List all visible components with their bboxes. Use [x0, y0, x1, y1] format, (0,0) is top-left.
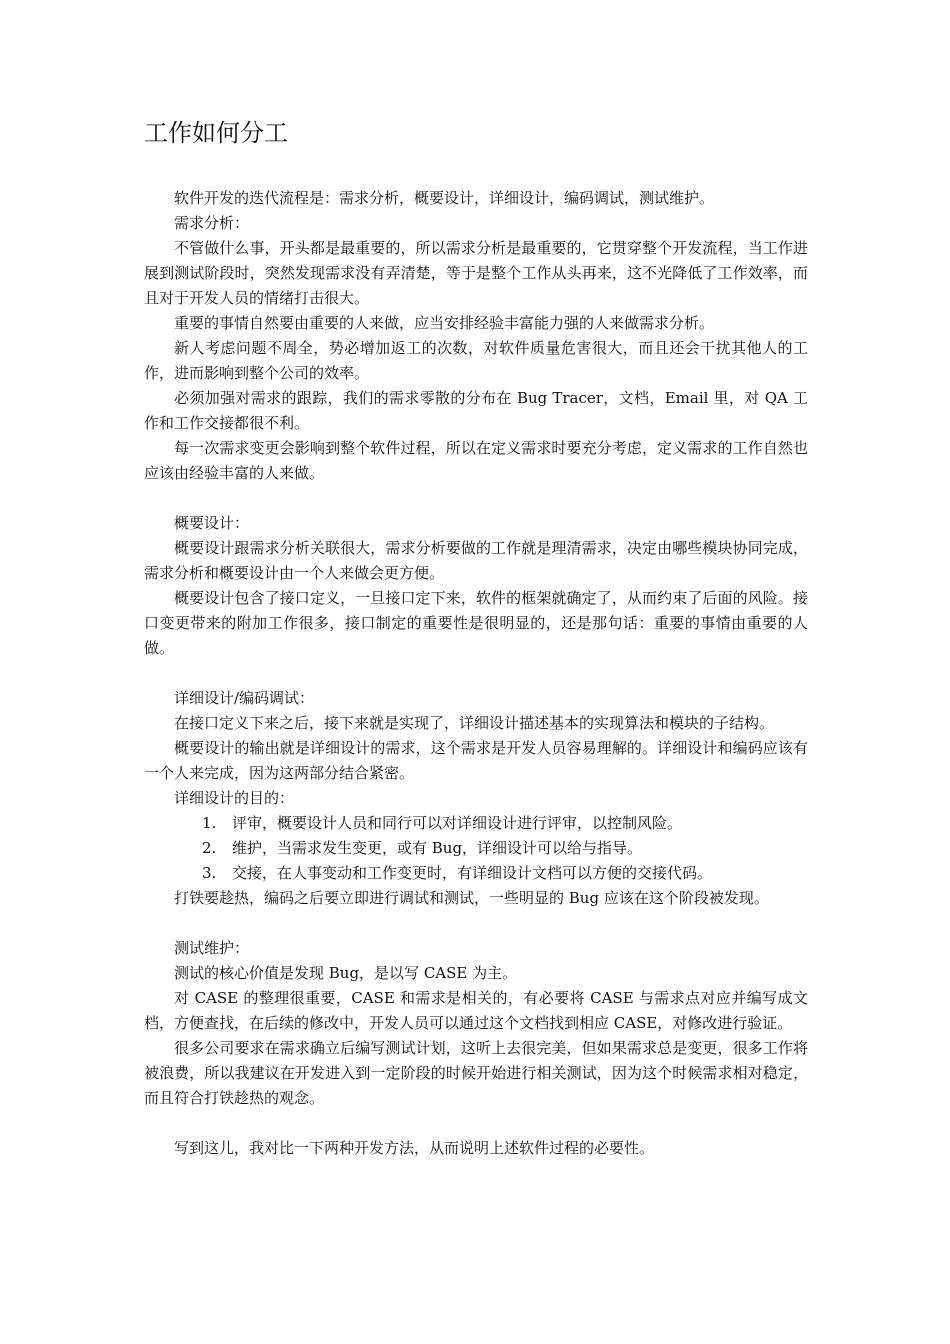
paragraph: 测试的核心价值是发现 Bug，是以写 CASE 为主。	[174, 964, 518, 982]
paragraph: 重要的事情自然要由重要的人来做，应当安排经验丰富能力强的人来做需求分析。	[174, 314, 715, 332]
page-title: 工作如何分工	[144, 119, 288, 147]
list-number: 2.	[202, 839, 217, 857]
paragraph: 打铁要趁热，编码之后要立即进行调试和测试，一些明显的 Bug 应该在这个阶段被发现。	[174, 889, 769, 907]
section-heading-testing: 测试维护：	[174, 939, 250, 957]
section-heading-detail-design: 详细设计/编码调试：	[174, 689, 315, 707]
list-text: 交接，在人事变动和工作变更时，有详细设计文档可以方便的交接代码。	[232, 864, 713, 882]
paragraph: 新人考虑问题不周全，势必增加返工的次数，对软件质量危害很大，而且还会干扰其他人的工作，进而影响到整个公司的效率。	[144, 339, 808, 382]
paragraph: 对 CASE 的整理很重要，CASE 和需求是相关的，有必要将 CASE 与需求点对应并编写成文档，方便查找，在后续的修改中，开发人员可以通过这个文档找到相应 CASE，对修改进行验证。	[144, 989, 808, 1032]
paragraph: 概要设计的输出就是详细设计的需求，这个需求是开发人员容易理解的。详细设计和编码应该有一个人来完成，因为这两部分结合紧密。	[144, 739, 808, 782]
list-item	[144, 836, 808, 861]
paragraph: 每一次需求变更会影响到整个软件过程，所以在定义需求时要充分考虑，定义需求的工作自然也应该由经验丰富的人来做。	[144, 439, 808, 482]
list-number: 3.	[202, 864, 217, 882]
section-heading-requirements: 需求分析：	[174, 214, 250, 232]
paragraph: 很多公司要求在需求确立后编写测试计划，这听上去很完美，但如果需求总是变更，很多工作将被浪费，所以我建议在开发进入到一定阶段的时候开始进行相关测试，因为这个时候需求相对稳定，而且符合打铁趁热的观念。	[144, 1039, 808, 1107]
blank-line	[144, 486, 808, 511]
blank-line	[144, 911, 808, 936]
intro-paragraph: 软件开发的迭代流程是：需求分析，概要设计，详细设计，编码调试，测试维护。	[174, 189, 715, 207]
blank-line	[144, 1111, 808, 1136]
list-text: 维护，当需求发生变更，或有 Bug，详细设计可以给与指导。	[232, 839, 643, 857]
paragraph: 不管做什么事，开头都是最重要的，所以需求分析是最重要的，它贯穿整个开发流程，当工作进展到测试阶段时，突然发现需求没有弄清楚，等于是整个工作从头再来，这不光降低了工作效率，而且对于开发人员的情绪打击很大。	[144, 239, 808, 307]
paragraph: 必须加强对需求的跟踪，我们的需求零散的分布在 Bug Tracer，文档，Email 里，对 QA 工作和工作交接都很不利。	[144, 389, 808, 432]
document-body	[144, 186, 808, 1161]
document-page	[144, 0, 808, 1344]
section-heading-outline-design: 概要设计：	[174, 514, 250, 532]
paragraph: 概要设计跟需求分析关联很大，需求分析要做的工作就是理清需求，决定由哪些模块协同完成，需求分析和概要设计由一个人来做会更方便。	[144, 539, 808, 582]
list-item	[144, 861, 808, 886]
conclusion-paragraph: 写到这儿，我对比一下两种开发方法，从而说明上述软件过程的必要性。	[174, 1139, 655, 1157]
list-number: 1.	[202, 814, 217, 832]
paragraph: 在接口定义下来之后，接下来就是实现了，详细设计描述基本的实现算法和模块的子结构。	[174, 714, 775, 732]
list-item	[144, 811, 808, 836]
blank-line	[144, 661, 808, 686]
list-text: 评审，概要设计人员和同行可以对详细设计进行评审，以控制风险。	[232, 814, 683, 832]
purpose-heading: 详细设计的目的：	[174, 789, 295, 807]
paragraph: 概要设计包含了接口定义，一旦接口定下来，软件的框架就确定了，从而约束了后面的风险。接口变更带来的附加工作很多，接口制定的重要性是很明显的，还是那句话：重要的事情由重要的人做。	[144, 589, 808, 657]
